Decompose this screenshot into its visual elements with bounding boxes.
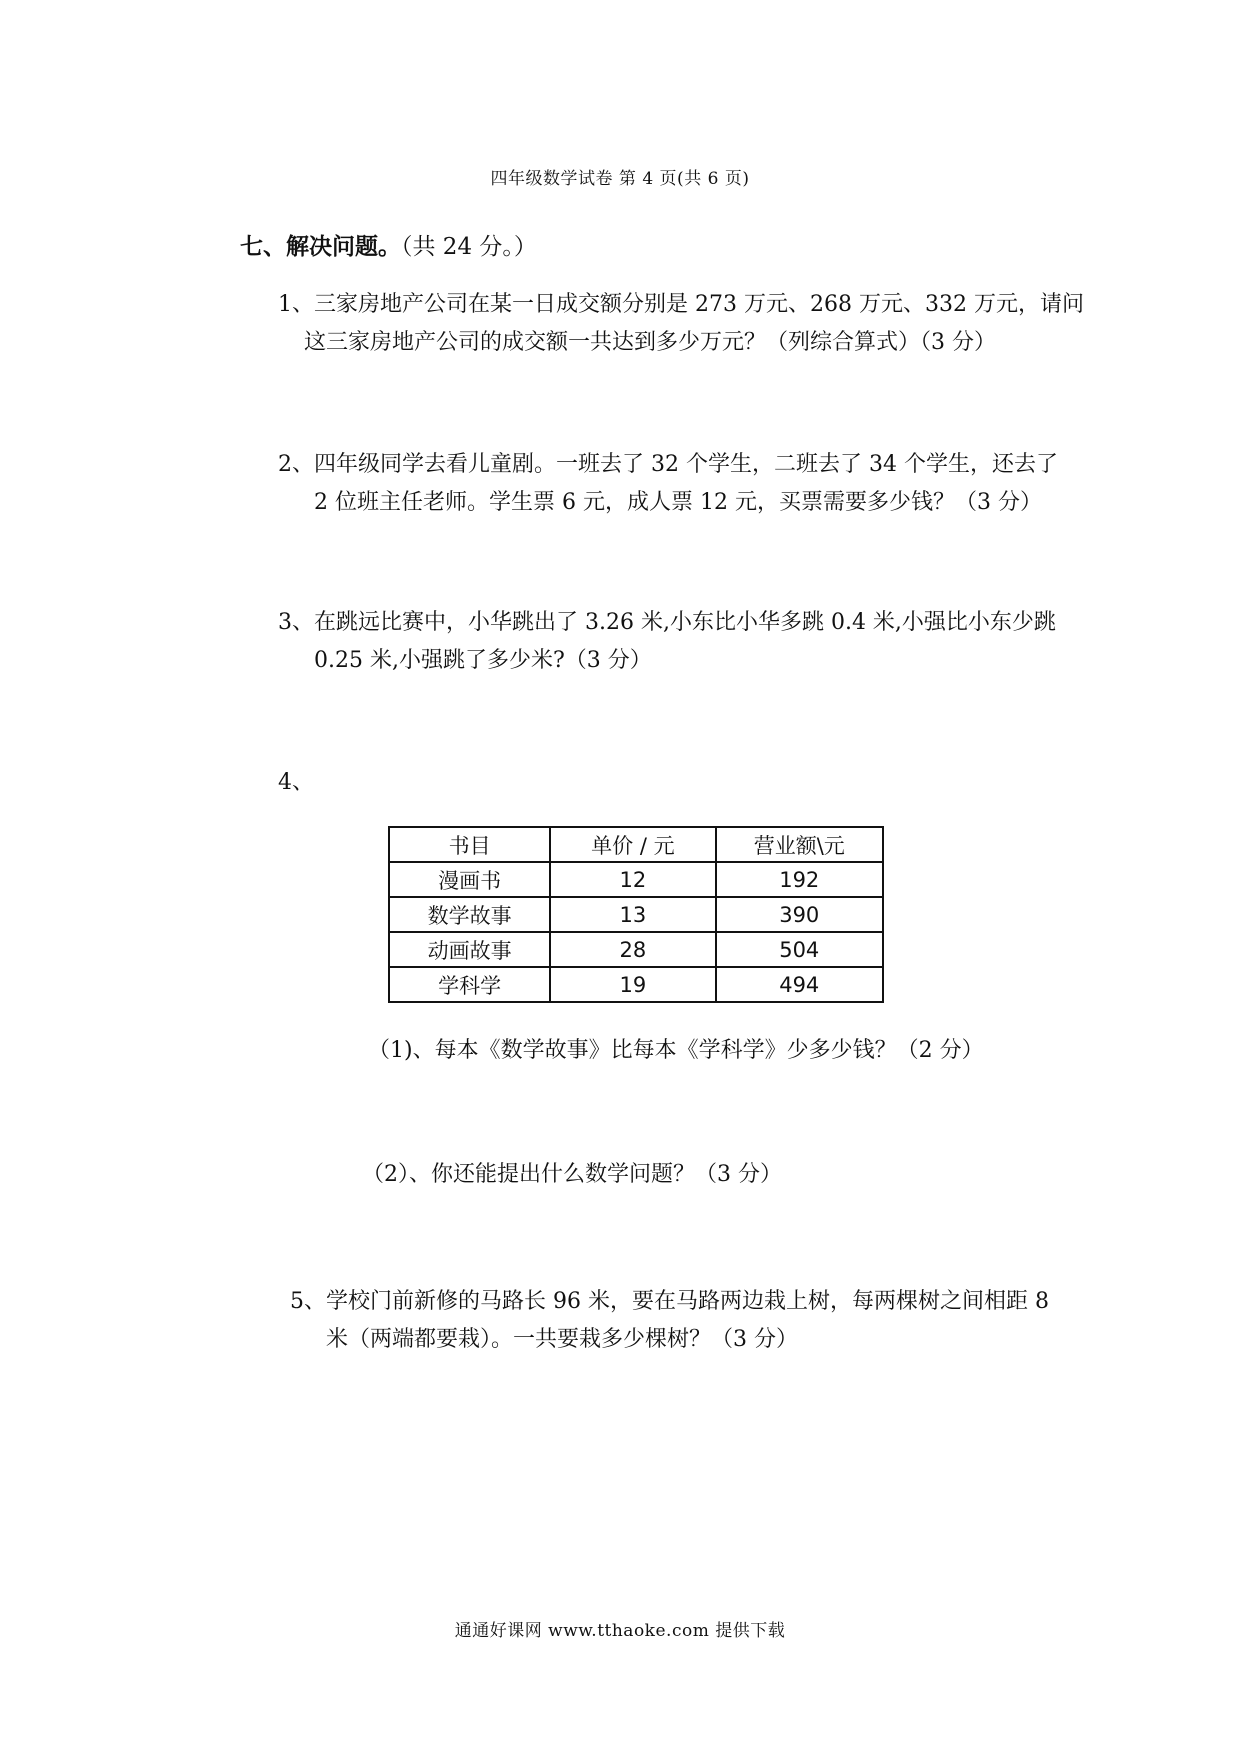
question-4-sub-1: （1)、每本《数学故事》比每本《学科学》少多少钱？（2 分） bbox=[368, 1038, 984, 1063]
table-cell: 494 bbox=[716, 967, 884, 1002]
table-row bbox=[389, 862, 883, 897]
table-header-row bbox=[389, 827, 883, 862]
table-cell: 504 bbox=[716, 932, 884, 967]
question-2-line-1: 2、四年级同学去看儿童剧。一班去了 32 个学生，二班去了 34 个学生，还去了 bbox=[278, 452, 1058, 477]
table-row bbox=[389, 967, 883, 1002]
question-3 bbox=[278, 604, 1056, 680]
table-cell: 192 bbox=[716, 862, 884, 897]
table-header-cell: 书目 bbox=[389, 827, 550, 862]
table-row bbox=[389, 932, 883, 967]
table-cell: 13 bbox=[550, 897, 715, 932]
table-header-cell: 单价 / 元 bbox=[550, 827, 715, 862]
table-cell: 数学故事 bbox=[389, 897, 550, 932]
section-title-points: （共 24 分。） bbox=[401, 234, 537, 260]
question-5-line-1: 5、学校门前新修的马路长 96 米，要在马路两边栽上树，每两棵树之间相距 8 bbox=[290, 1289, 1049, 1314]
question-2-line-2: 2 位班主任老师。学生票 6 元，成人票 12 元，买票需要多少钱？（3 分） bbox=[314, 490, 1042, 515]
table-cell: 19 bbox=[550, 967, 715, 1002]
section-title bbox=[240, 228, 537, 261]
table-cell: 28 bbox=[550, 932, 715, 967]
question-3-line-2: 0.25 米,小强跳了多少米?（3 分） bbox=[314, 648, 652, 673]
table-cell: 12 bbox=[550, 862, 715, 897]
table-cell: 390 bbox=[716, 897, 884, 932]
question-3-line-1: 3、在跳远比赛中，小华跳出了 3.26 米,小东比小华多跳 0.4 米,小强比小东少跳 bbox=[278, 610, 1056, 635]
section-title-main: 七、解决问题。 bbox=[240, 234, 401, 260]
question-5-line-2: 米（两端都要栽）。一共要栽多少棵树？（3 分） bbox=[326, 1327, 798, 1352]
table-cell: 学科学 bbox=[389, 967, 550, 1002]
table-row bbox=[389, 897, 883, 932]
question-1-line-1: 1、三家房地产公司在某一日成交额分别是 273 万元、268 万元、332 万元，请问 bbox=[278, 292, 1084, 317]
question-5 bbox=[290, 1283, 1049, 1359]
question-1 bbox=[278, 286, 1084, 362]
book-sales-table bbox=[388, 826, 884, 1003]
question-1-line-2: 这三家房地产公司的成交额一共达到多少万元？（列综合算式）（3 分） bbox=[304, 330, 996, 355]
table-cell: 动画故事 bbox=[389, 932, 550, 967]
question-4-sub-2: （2）、你还能提出什么数学问题？（3 分） bbox=[362, 1162, 782, 1187]
page-footer: 通通好课网 www.tthaoke.com 提供下载 bbox=[454, 1621, 786, 1641]
table-cell: 漫画书 bbox=[389, 862, 550, 897]
question-2 bbox=[278, 446, 1058, 522]
page-header: 四年级数学试卷 第 4 页(共 6 页) bbox=[490, 169, 750, 189]
table-header-cell: 营业额\元 bbox=[716, 827, 884, 862]
question-4-label: 4、 bbox=[278, 770, 314, 795]
